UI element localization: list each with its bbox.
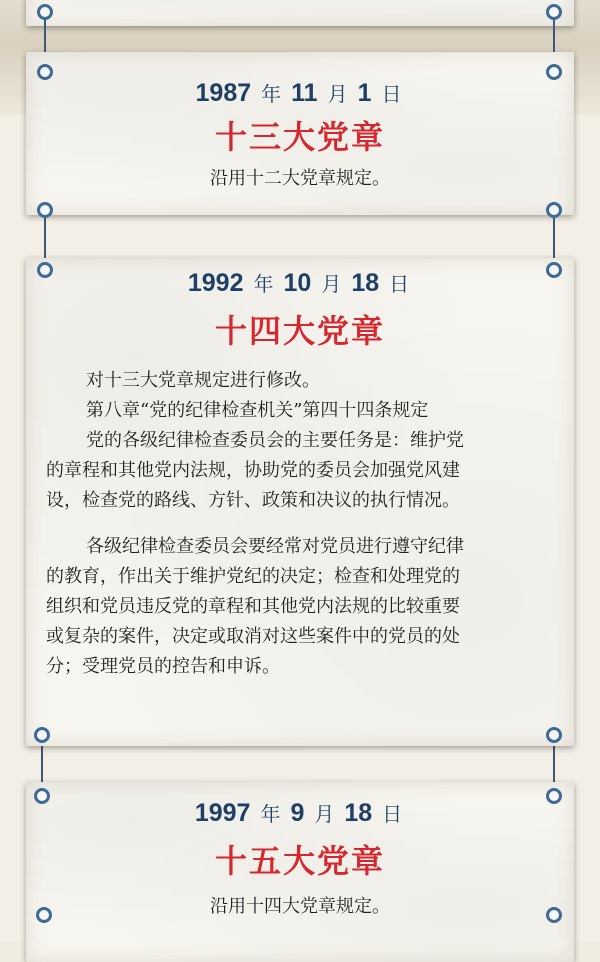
month: 11 [291, 79, 318, 107]
year-unit: 年 [260, 802, 281, 826]
body-line: 分；受理党员的控告和申诉。 [46, 656, 280, 677]
timeline-card-1987 [26, 52, 574, 215]
pin-icon [34, 727, 50, 743]
year: 1987 [195, 79, 252, 107]
entry-title: 十五大党章 [214, 842, 385, 880]
day-unit: 日 [381, 82, 402, 106]
entry-date [26, 798, 574, 828]
pin-icon [546, 202, 562, 218]
pin-icon [546, 262, 562, 278]
previous-card-edge [26, 0, 574, 26]
body-line: 第八章“党的纪律检查机关”第四十四条规定 [86, 400, 429, 421]
pin-icon [36, 907, 52, 923]
pin-icon [34, 788, 50, 804]
year-unit: 年 [253, 272, 274, 296]
timeline-card-1997 [26, 782, 574, 962]
day: 1 [357, 79, 372, 107]
pin-icon [37, 4, 53, 20]
pin-icon [37, 262, 53, 278]
body-line: 党的各级纪律检查委员会的主要任务是：维护党 [86, 430, 464, 451]
pin-icon [546, 727, 562, 743]
day-unit: 日 [389, 272, 410, 296]
month-unit: 月 [314, 802, 335, 826]
pin-icon [546, 907, 562, 923]
year: 1997 [194, 799, 251, 827]
year-unit: 年 [261, 82, 282, 106]
entry-title: 十三大党章 [214, 118, 385, 156]
year: 1992 [187, 269, 244, 297]
entry-date [26, 268, 574, 298]
pin-icon [37, 64, 53, 80]
month: 10 [283, 269, 312, 297]
entry-note: 沿用十四大党章规定。 [210, 896, 390, 917]
body-line: 对十三大党章规定进行修改。 [86, 370, 320, 391]
pin-icon [546, 4, 562, 20]
body-line: 的教育，作出关于维护党纪的决定；检查和处理党的 [46, 566, 460, 587]
day: 18 [344, 799, 373, 827]
month: 9 [290, 799, 305, 827]
month-unit: 月 [321, 272, 342, 296]
entry-note: 沿用十二大党章规定。 [210, 168, 390, 189]
entry-title: 十四大党章 [214, 312, 385, 350]
body-line: 或复杂的案件，决定或取消对这些案件中的党员的处 [46, 626, 460, 647]
day: 18 [351, 269, 380, 297]
body-line: 组织和党员违反党的章程和其他党内法规的比较重要 [46, 596, 460, 617]
pin-icon [37, 202, 53, 218]
month-unit: 月 [327, 82, 348, 106]
body-line: 设，检查党的路线、方针、政策和决议的执行情况。 [46, 490, 460, 511]
body-line: 各级纪律检查委员会要经常对党员进行遵守纪律 [86, 536, 464, 557]
body-line: 的章程和其他党内法规，协助党的委员会加强党风建 [46, 460, 460, 481]
pin-icon [546, 64, 562, 80]
day-unit: 日 [382, 802, 403, 826]
pin-icon [546, 788, 562, 804]
entry-date [26, 78, 574, 108]
